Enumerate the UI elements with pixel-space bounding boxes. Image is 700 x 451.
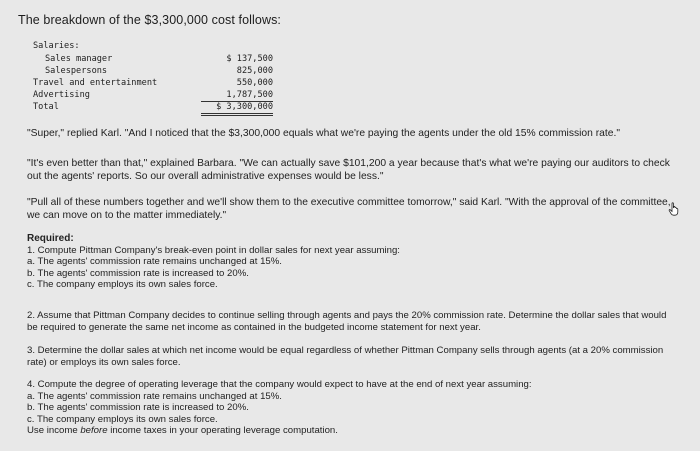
hand-pointer-icon: [668, 202, 680, 216]
cost-row-sales-manager: [33, 53, 273, 65]
cost-row-travel: [33, 77, 273, 89]
dialogue-paragraph-1: "Super," replied Karl. "And I noticed that the $3,300,000 equals what we're paying the agents under the old 15% commission rate.": [27, 128, 621, 139]
question-4c: c. The company employs its own sales force.: [27, 413, 218, 425]
cost-amount: 825,000: [236, 66, 273, 76]
question-1-text: 1. Compute Pittman Company's break-even point in dollar sales for next year assuming:: [27, 244, 400, 256]
question-1a: a. The agents' commission rate remains unchanged at 15%.: [27, 256, 282, 267]
intro-text: The breakdown of the $3,300,000 cost follows:: [18, 13, 281, 27]
question-2-text: 2. Assume that Pittman Company decides to continue selling through agents and pays the 20% commission rate. Determine the dollar sales that would be required to generate the same net income as contained in the budgeted income statement for next year.: [27, 310, 667, 333]
salaries-heading: Salaries:: [33, 41, 80, 51]
cost-label: Total: [33, 102, 59, 112]
cost-row-salespersons: [33, 65, 273, 77]
question-4a: a. The agents' commission rate remains unchanged at 15%.: [27, 390, 282, 402]
question-4-text: 4. Compute the degree of operating leverage that the company would expect to have at the end of next year assuming:: [27, 379, 532, 390]
question-1c: c. The company employs its own sales force.: [27, 279, 218, 290]
cost-row-advertising: [33, 89, 273, 101]
question-4-note: [27, 425, 677, 437]
cost-amount: 1,787,500: [201, 89, 273, 102]
cost-row-total: [33, 101, 273, 113]
dialogue-paragraph-2: "It's even better than that," explained Barbara. "We can actually save $101,200 a year because that's what we're paying our auditors to check out the agents' reports. So our overall administrative expenses would be less.": [27, 158, 670, 182]
required-question-3: [27, 345, 677, 368]
cost-amount: $ 137,500: [226, 54, 273, 64]
cost-label: Advertising: [33, 90, 90, 100]
note-emphasis: before: [80, 425, 108, 436]
required-question-2: [27, 310, 672, 333]
required-heading: Required:: [27, 233, 74, 244]
cost-label: Salespersons: [45, 66, 108, 76]
cost-amount: $ 3,300,000: [201, 101, 273, 116]
cost-breakdown-table: [33, 40, 273, 113]
cost-amount: 550,000: [236, 78, 273, 88]
dialogue-paragraph-3: "Pull all of these numbers together and we'll show them to the executive committee tomorrow," said Karl. "With the approval of the committee, we can move on to the matter immediately.": [27, 197, 671, 221]
question-1b: b. The agents' commission rate is increased to 20%.: [27, 267, 249, 279]
note-suffix: income taxes in your operating leverage computation.: [107, 425, 338, 436]
question-3-text: 3. Determine the dollar sales at which net income would be equal regardless of whether Pittman Company sells through agents (at a 20% commission rate) or employs its own sales force.: [27, 345, 664, 368]
note-prefix: Use income: [27, 425, 81, 436]
cost-label: Sales manager: [45, 54, 113, 64]
question-4b: b. The agents' commission rate is increased to 20%.: [27, 402, 249, 413]
cost-label: Travel and entertainment: [33, 78, 158, 88]
required-question-4: [27, 379, 677, 437]
required-question-1: [27, 233, 677, 291]
